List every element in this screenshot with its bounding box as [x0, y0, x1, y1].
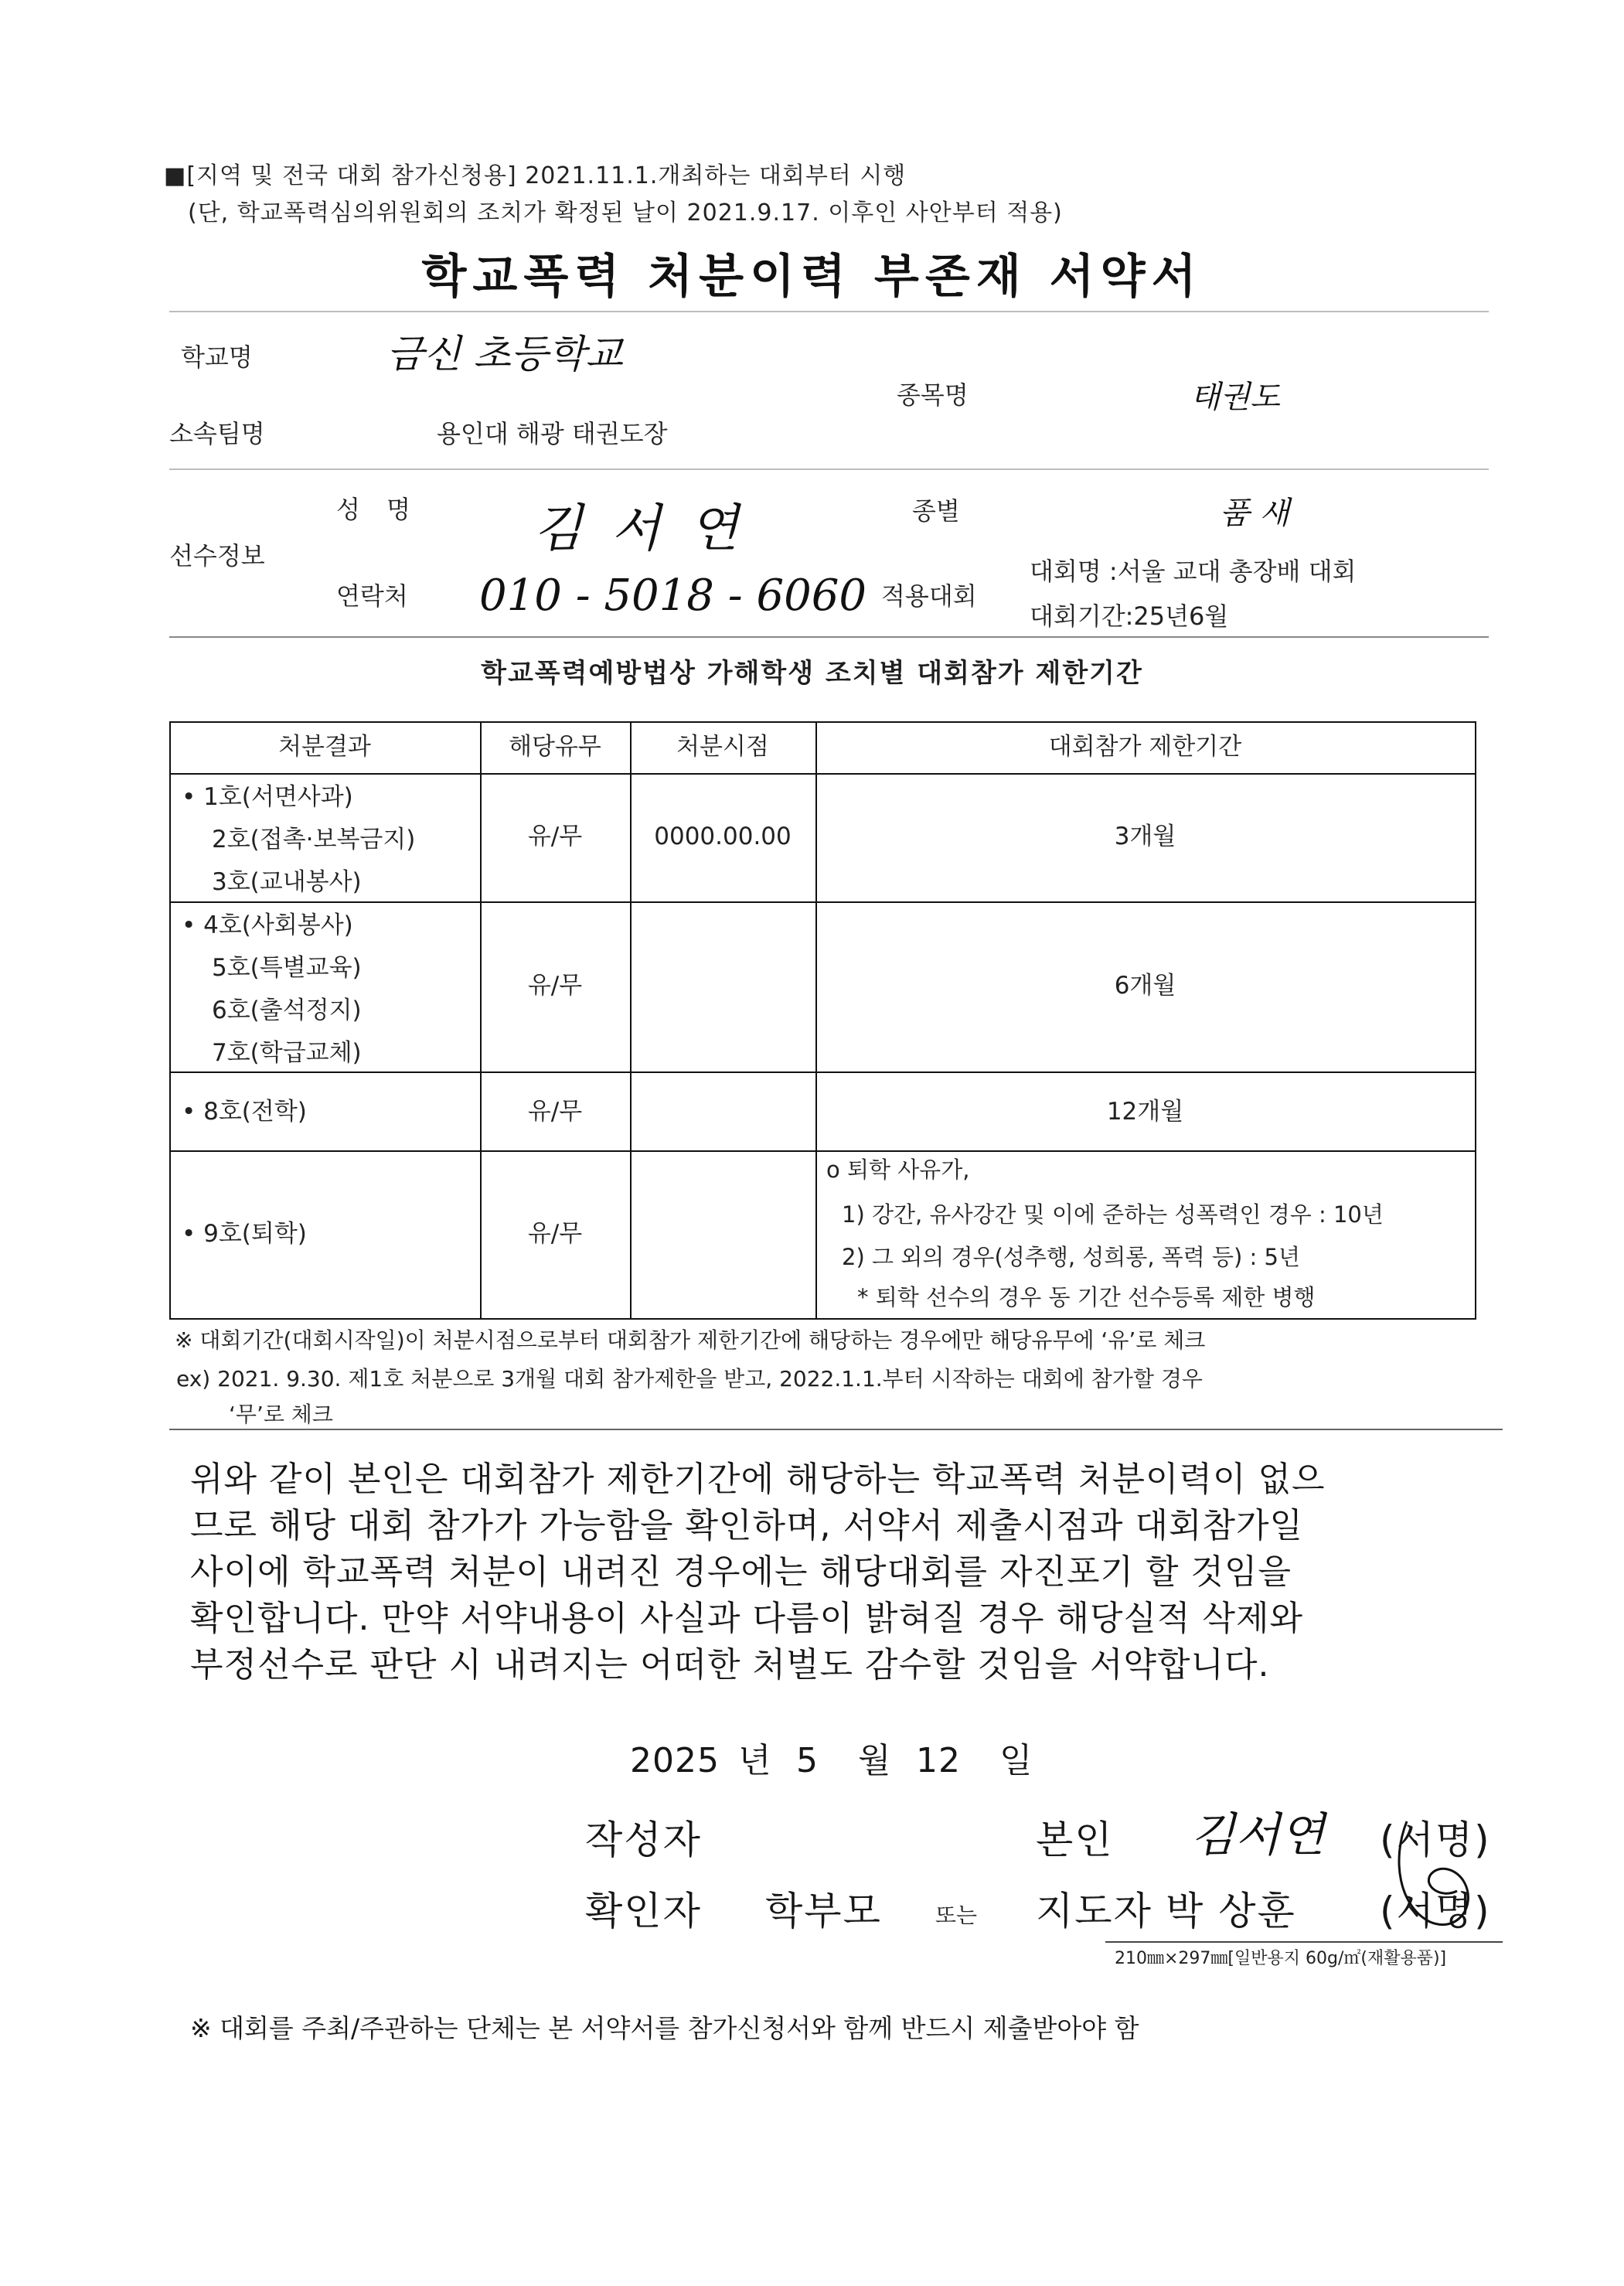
note-check-rule: ※ 대회기간(대회시작일)이 처분시점으로부터 대회참가 제한기간에 해당하는 경우에만 해당유무에 ‘유’로 체크 — [175, 1327, 1206, 1353]
table-border — [1475, 721, 1476, 1320]
divider — [169, 468, 1489, 470]
competition-label: 적용대회 — [881, 581, 977, 611]
divider — [1105, 1941, 1503, 1943]
name-value: 김 서 연 — [533, 499, 745, 558]
notice-line-2: (단, 학교폭력심의위원회의 조치가 확정된 날이 2021.9.17. 이후인 사안부터 적용) — [188, 199, 1063, 227]
self-label: 본인 — [1036, 1818, 1114, 1862]
table-border — [630, 721, 632, 1320]
table-border — [169, 773, 1476, 775]
divider — [169, 311, 1489, 312]
restriction-period-cell: 3개월 — [1114, 823, 1176, 850]
competition-period: 대회기간:25년6월 — [1030, 601, 1229, 631]
table-border — [169, 721, 1476, 723]
coach-label: 지도자 — [1036, 1889, 1152, 1933]
measure-item: 2호(접촉·보복금지) — [212, 826, 416, 853]
restriction-period-cell: 6개월 — [1114, 972, 1176, 1000]
measure-item: • 1호(서면사과) — [182, 783, 353, 811]
table-border — [815, 721, 817, 1320]
event-value: 품 새 — [1220, 496, 1289, 531]
notice-line-1: ■[지역 및 전국 대회 참가신청용] 2021.11.1.개최하는 대회부터 시행 — [164, 162, 907, 189]
table-border — [169, 901, 1476, 903]
note-example: ex) 2021. 9.30. 제1호 처분으로 3개월 대회 참가제한을 받고, 2022.1.1.부터 시작하는 대회에 참가할 경우 — [176, 1366, 1203, 1392]
date-year: 2025 — [630, 1741, 720, 1780]
sport-value: 태권도 — [1190, 380, 1280, 415]
table-border — [169, 721, 171, 1320]
table-caption: 학교폭력예방법상 가해학생 조치별 대회참가 제한기간 — [481, 658, 1143, 689]
restriction-period-line: 2) 그 외의 경우(성추행, 성희롱, 폭력 등) : 5년 — [842, 1244, 1301, 1270]
pledge-line: 위와 같이 본인은 대회참가 제한기간에 해당하는 학교폭력 처분이력이 없으 — [190, 1460, 1326, 1499]
divider — [169, 1429, 1503, 1430]
date-year-unit: 년 — [738, 1741, 772, 1780]
applicable-cell: 유/무 — [527, 1098, 583, 1126]
note-example-cont: ‘무’로 체크 — [229, 1402, 333, 1427]
sanctions-table — [169, 721, 1476, 1320]
pledge-line: 부정선수로 판단 시 내려지는 어떠한 처벌도 감수할 것임을 서약합니다. — [190, 1645, 1270, 1685]
restriction-period-line: 1) 강간, 유사강간 및 이에 준하는 성폭력인 경우 : 10년 — [842, 1201, 1384, 1228]
competition-name: 대회명 :서울 교대 총장배 대회 — [1030, 557, 1357, 586]
measure-item: • 8호(전학) — [182, 1098, 307, 1126]
signature-scribble — [1384, 1814, 1500, 1937]
measure-item: • 9호(퇴학) — [182, 1220, 307, 1248]
school-label: 학교명 — [181, 342, 253, 372]
contact-label: 연락처 — [336, 581, 408, 611]
column-header: 처분시점 — [676, 733, 769, 761]
table-border — [169, 1071, 1476, 1073]
sign-mark: (서명) — [1380, 1889, 1491, 1933]
measure-item: 6호(출석정지) — [212, 997, 362, 1024]
pledge-line: 사이에 학교폭력 처분이 내려진 경우에는 해당대회를 자진포기 할 것임을 — [190, 1552, 1292, 1592]
writer-label: 작성자 — [585, 1818, 702, 1862]
date-month: 5 — [796, 1741, 819, 1780]
column-header: 대회참가 제한기간 — [1048, 733, 1242, 761]
applicable-cell: 유/무 — [527, 1220, 583, 1248]
or-label: 또는 — [935, 1903, 978, 1928]
pledge-line: 확인합니다. 만약 서약내용이 사실과 다름이 밝혀질 경우 해당실적 삭제와 — [190, 1599, 1303, 1638]
contact-value: 010 - 5018 - 6060 — [479, 571, 866, 621]
document-title: 학교폭력 처분이력 부존재 서약서 — [421, 250, 1203, 304]
sanction-date-cell: 0000.00.00 — [654, 823, 792, 850]
column-header: 처분결과 — [278, 733, 371, 761]
coach-name: 박 상훈 — [1166, 1889, 1296, 1933]
column-header: 해당유무 — [509, 733, 601, 761]
table-border — [169, 1150, 1476, 1152]
measure-item: • 4호(사회봉사) — [182, 911, 353, 939]
divider — [169, 636, 1489, 638]
sign-mark: (서명) — [1380, 1818, 1491, 1862]
team-value: 용인대 해광 태권도장 — [437, 419, 668, 448]
self-name: 김서연 — [1190, 1808, 1325, 1862]
measure-item: 3호(교내봉사) — [212, 868, 362, 896]
school-value: 금신 초등학교 — [386, 332, 623, 376]
name-label: 성 명 — [336, 495, 420, 524]
paper-spec: 210㎜×297㎜[일반용지 60g/㎡(재활용품)] — [1115, 1949, 1447, 1968]
confirmer-label: 확인자 — [585, 1889, 702, 1933]
restriction-period-cell: 12개월 — [1106, 1098, 1184, 1126]
pledge-line: 므로 해당 대회 참가가 가능함을 확인하며, 서약서 제출시점과 대회참가일 — [190, 1506, 1303, 1545]
applicable-cell: 유/무 — [527, 972, 583, 1000]
submission-note: ※ 대회를 주최/주관하는 단체는 본 서약서를 참가신청서와 함께 반드시 제출받아야 함 — [190, 2013, 1139, 2043]
restriction-period-line: * 퇴학 선수의 경우 동 기간 선수등록 제한 병행 — [857, 1284, 1316, 1310]
event-label: 종별 — [912, 496, 960, 526]
applicable-cell: 유/무 — [527, 823, 583, 850]
parent-label: 학부모 — [765, 1889, 882, 1933]
player-info-label: 선수정보 — [169, 541, 265, 571]
sport-label: 종목명 — [897, 380, 969, 410]
team-label: 소속팀명 — [169, 419, 265, 448]
measure-item: 5호(특별교육) — [212, 954, 362, 982]
date-month-unit: 월 — [858, 1741, 892, 1780]
restriction-period-line: o 퇴학 사유가, — [826, 1157, 970, 1183]
measure-item: 7호(학급교체) — [212, 1039, 362, 1067]
date-day: 12 — [916, 1741, 961, 1780]
date-day-unit: 일 — [999, 1741, 1033, 1780]
